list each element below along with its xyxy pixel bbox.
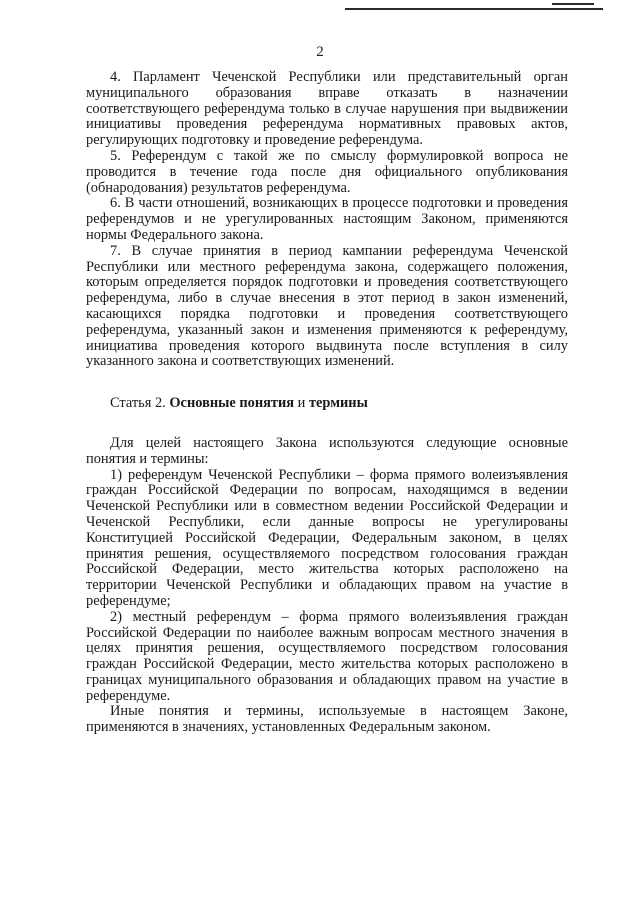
closing-paragraph: Иные понятия и термины, используемые в настоящем Законе, применяются в значениях, установленных Федеральным законом. xyxy=(86,703,568,736)
document-body xyxy=(86,70,568,736)
header-rule xyxy=(345,8,603,10)
article-heading xyxy=(86,396,568,412)
article-title-end: термины xyxy=(308,395,368,412)
definition-1: 1) референдум Чеченской Республики – форма прямого волеизъявления граждан Российской Федерации по вопросам, находящимся в ведении Чеченской Республики или в совместном ведении Российской Федерации и Чеченской Республики, если данные вопросы не урегулированы Конституцией Российской Федерации, Федеральным законом, в целях принятия решения, осуществляемого посредством голосования граждан Российской Федерации, место жительства которых расположено на территории Чеченской Республики и обладающих правом на участие в референдуме; xyxy=(86,466,568,609)
page-number: 2 xyxy=(316,44,324,60)
paragraph-6: 6. В части отношений, возникающих в процессе подготовки и проведения референдумов и не урегулированных настоящим Законом, применяются нормы Федерального закона. xyxy=(86,195,568,243)
header-rule-mark xyxy=(552,3,594,5)
definition-2: 2) местный референдум – форма прямого волеизъявления граждан Российской Федерации по наиболее важным вопросам местного значения в целях принятия решения, осуществляемого посредством голосования граждан Российской Федерации, место жительства которых расположено в границах муниципального образования и обладающих правом на участие в референдуме. xyxy=(86,608,568,704)
article-title: Основные понятия xyxy=(169,395,295,412)
paragraph-7: 7. В случае принятия в период кампании референдума Чеченской Республики или местного референдума закона, содержащего положения, которым определяется порядок подготовки и проведения соответствующего референдума, либо в случае внесения в этот период в закон изменений, касающихся порядка подготовки и проведения соответствующего референдума, указанный закон и изменения применяются к референдуму, инициатива проведения которого выдвинута после вступления в силу указанного закона и соответствующих изменений. xyxy=(86,242,568,370)
paragraph-5: 5. Референдум с такой же по смыслу формулировкой вопроса не проводится в течение года после дня официального опубликования (обнародования) результатов референдума. xyxy=(86,147,568,196)
article-title-conjunction: и xyxy=(294,395,309,412)
intro-paragraph: Для целей настоящего Закона используются следующие основные понятия и термины: xyxy=(86,434,568,467)
paragraph-4: 4. Парламент Чеченской Республики или представительный орган муниципального образования вправе отказать в назначении соответствующего референдума только в случае нарушения при выдвижении инициативы проведения референдума нормативных правовых актов, регулирующих подготовку и проведение референдума. xyxy=(86,69,568,149)
article-number: Статья 2. xyxy=(110,395,170,412)
